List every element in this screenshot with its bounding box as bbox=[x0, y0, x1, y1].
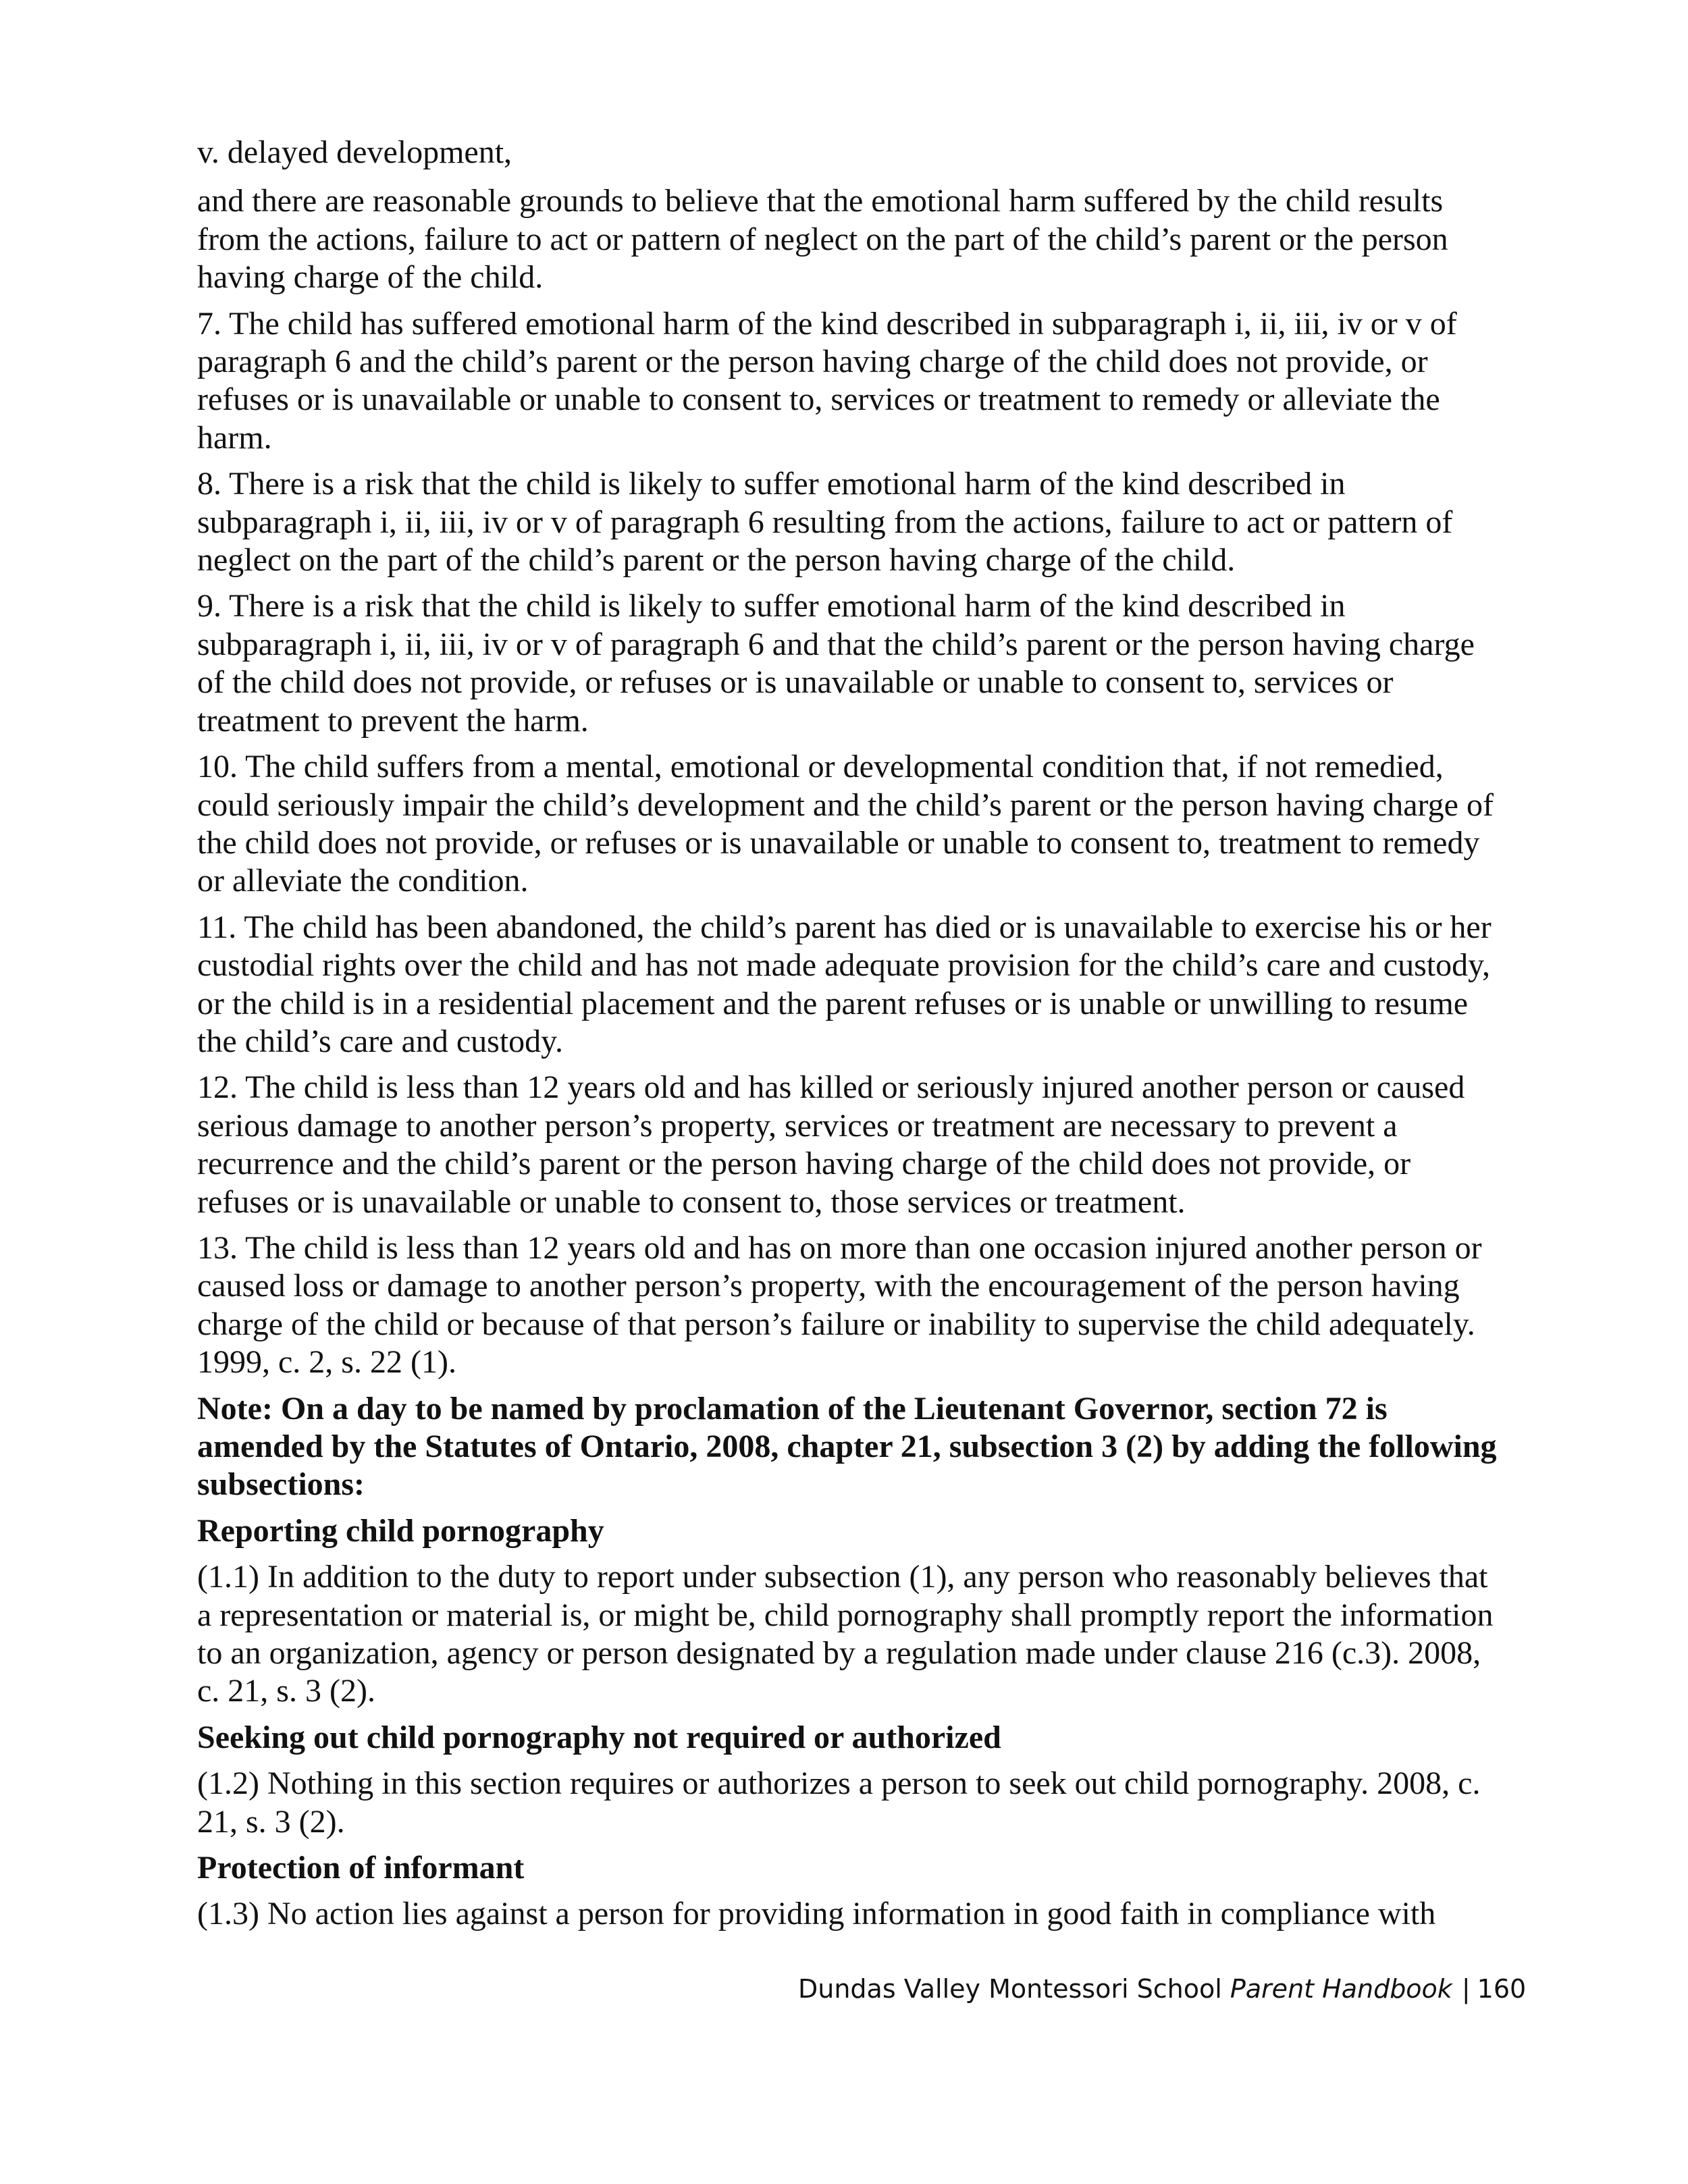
heading-reporting-child-pornography: Reporting child pornography bbox=[197, 1512, 604, 1549]
footer-school-name: Dundas Valley Montessori School bbox=[798, 1974, 1222, 2004]
page-footer bbox=[798, 1973, 1526, 2005]
footer-separator: | bbox=[1461, 1974, 1471, 2004]
footer-handbook-title: Parent Handbook bbox=[1230, 1974, 1452, 2004]
amendment-note: Note: On a day to be named by proclamation of the Lieutenant Governor, section 72 is amended by the Statutes of Ontario, 2008, chapter 21, subsection 3 (2) by adding the following subsections: bbox=[197, 1390, 1497, 1503]
paragraph-item-10: 10. The child suffers from a mental, emotional or developmental condition that, if not remedied, could seriously impair the child’s development and the child’s parent or the person having charge of the child does not provide, or refuses or is unavailable or unable to consent to, treatment to remedy or alleviate the condition. bbox=[197, 749, 1494, 899]
page-number: 160 bbox=[1477, 1974, 1527, 2004]
paragraph-item-13: 13. The child is less than 12 years old and has on more than one occasion injured another person or caused loss or damage to another person’s property, with the encouragement of the person having charge of the child or because of that person’s failure or inability to supervise the child adequately. 1999, c. 2, s. 22 (1). bbox=[197, 1229, 1482, 1381]
paragraph-item-7: 7. The child has suffered emotional harm of the kind described in subparagraph i, ii, iii, iv or v of paragraph 6 and the child’s parent or the person having charge of the child does not provide, or refuses or is unavailable or unable to consent to, services or treatment to remedy or alleviate the harm. bbox=[197, 305, 1457, 456]
paragraph-item-11: 11. The child has been abandoned, the child’s parent has died or is unavailable to exercise his or her custodial rights over the child and has not made adequate provision for the child’s care and custody, or the child is in a residential placement and the parent refuses or is unable or unwilling to resume the child’s care and custody. bbox=[197, 909, 1492, 1059]
paragraph-continuation: and there are reasonable grounds to believe that the emotional harm suffered by the child results from the actions, failure to act or pattern of neglect on the part of the child’s parent or the person having charge of the child. bbox=[197, 183, 1448, 296]
paragraph-item-9: 9. There is a risk that the child is likely to suffer emotional harm of the kind described in subparagraph i, ii, iii, iv or v of paragraph 6 and that the child’s parent or the person having charge of the child does not provide, or refuses or is unavailable or unable to consent to, services or treatment to prevent the harm. bbox=[197, 588, 1475, 739]
heading-seeking-out: Seeking out child pornography not required or authorized bbox=[197, 1719, 1001, 1755]
paragraph-item-8: 8. There is a risk that the child is likely to suffer emotional harm of the kind described in subparagraph i, ii, iii, iv or v of paragraph 6 resulting from the actions, failure to act or pattern of neglect on the part of the child’s parent or the person having charge of the child. bbox=[197, 466, 1453, 579]
subsection-1-2: (1.2) Nothing in this section requires or authorizes a person to seek out child pornography. 2008, c. 21, s. 3 (2). bbox=[197, 1765, 1481, 1840]
subsection-1-3: (1.3) No action lies against a person for providing information in good faith in compliance with bbox=[197, 1896, 1436, 1932]
paragraph-item-12: 12. The child is less than 12 years old and has killed or seriously injured another person or caused serious damage to another person’s property, services or treatment are necessary to prevent a recurrence and the child’s parent or the person having charge of the child does not provide, or refuses or is unavailable or unable to consent to, those services or treatment. bbox=[197, 1069, 1465, 1220]
subsection-1-1: (1.1) In addition to the duty to report under subsection (1), any person who reasonably believes that a representation or material is, or might be, child pornography shall promptly report the information to an organization, agency or person designated by a regulation made under clause 216 (c.3). 2008, c. 21, s. 3 (2). bbox=[197, 1559, 1494, 1709]
list-item-v: v. delayed development, bbox=[197, 134, 512, 170]
page-body bbox=[197, 134, 1504, 1942]
heading-protection-of-informant: Protection of informant bbox=[197, 1850, 525, 1886]
